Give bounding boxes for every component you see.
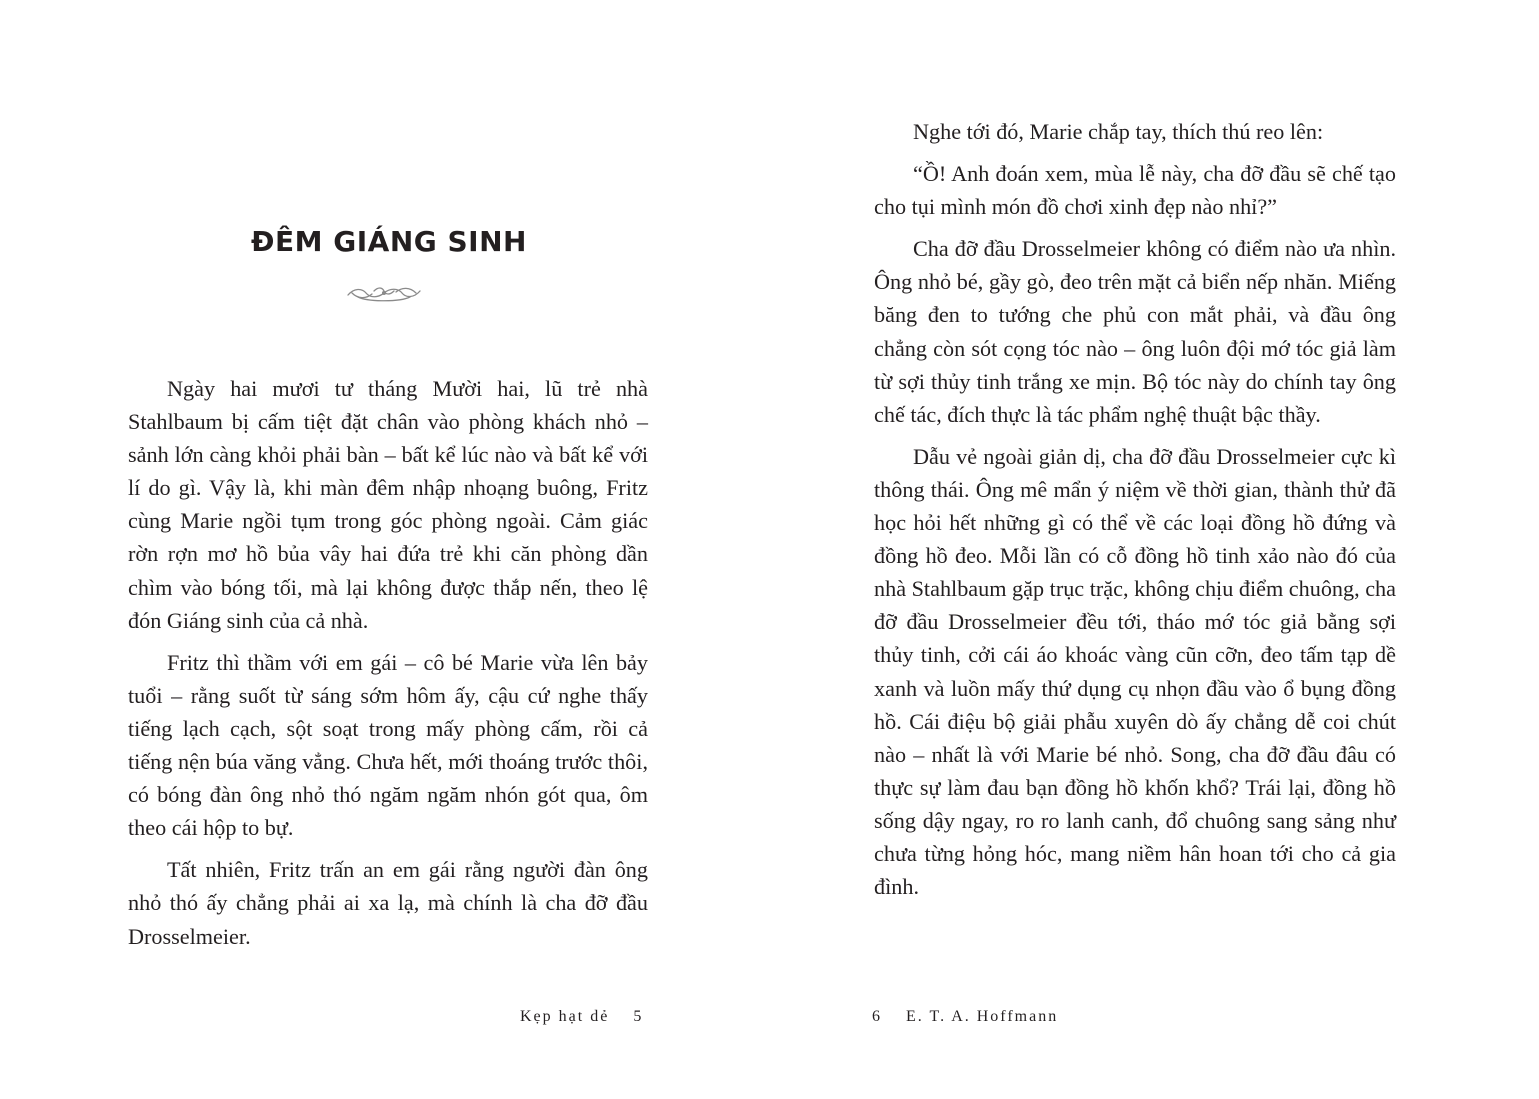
paragraph: Nghe tới đó, Marie chắp tay, thích thú reo lên:: [913, 119, 1324, 144]
page-number: 5: [633, 1008, 644, 1025]
page-number: 6: [872, 1008, 882, 1025]
left-folio: [520, 1008, 643, 1026]
running-author: E. T. A. Hoffmann: [906, 1008, 1059, 1025]
flourish-ornament-icon: [344, 282, 424, 304]
left-body-text: [128, 372, 648, 962]
right-folio: [872, 1008, 1058, 1026]
left-page: [0, 0, 769, 1099]
paragraph: Tất nhiên, Fritz trấn an em gái rằng người đàn ông nhỏ thó ấy chẳng phải ai xa lạ, mà chính là cha đỡ đầu Drosselmeier.: [128, 857, 648, 949]
chapter-title: ĐÊM GIÁNG SINH: [251, 225, 527, 258]
paragraph: Cha đỡ đầu Drosselmeier không có điểm nào ưa nhìn. Ông nhỏ bé, gầy gò, đeo trên mặt cả biển nếp nhăn. Miếng băng đen to tướng che phủ con mắt phải, và đầu ông chẳng còn sót cọng tóc nào – ông luôn đội mớ tóc giả làm từ sợi thủy tinh trắng xe mịn. Bộ tóc này do chính tay ông chế tác, đích thực là tác phẩm nghệ thuật bậc thầy.: [874, 236, 1396, 427]
paragraph: Fritz thì thầm với em gái – cô bé Marie vừa lên bảy tuổi – rằng suốt từ sáng sớm hôm ấy, cậu cứ nghe thấy tiếng lạch cạch, sột soạt trong mấy phòng cấm, rồi cả tiếng nện búa văng vẳng. Chưa hết, mới thoáng trước thôi, có bóng đàn ông nhỏ thó ngăm ngăm nhón gót qua, ôm theo cái hộp to bự.: [128, 649, 648, 841]
paragraph: “Ồ! Anh đoán xem, mùa lễ này, cha đỡ đầu sẽ chế tạo cho tụi mình món đồ chơi xinh đẹp nào nhỉ?”: [874, 161, 1396, 220]
paragraph: Dẫu vẻ ngoài giản dị, cha đỡ đầu Drosselmeier cực kì thông thái. Ông mê mẩn ý niệm về thời gian, thành thử đã học hỏi hết những gì có thể về các loại đồng hồ đứng và đồng hồ đeo. Mỗi lần có cỗ đồng hồ tinh xảo nào đó của nhà Stahlbaum gặp trục trặc, không chịu điểm chuông, cha đỡ đầu Drosselmeier đều tới, tháo mớ tóc giả bằng sợi thủy tinh, cởi cái áo khoác vàng cũn cỡn, đeo tấm tạp dề xanh và luồn mấy thứ dụng cụ nhọn đầu vào ổ bụng đồng hồ. Cái điệu bộ giải phẫu xuyên dò ấy chẳng dễ coi chút nào – nhất là với Marie bé nhỏ. Song, cha đỡ đầu đâu có thực sự làm đau bạn đồng hồ khốn khổ? Trái lại, đồng hồ sống dậy ngay, ro ro lanh canh, đổ chuông sang sảng như chưa từng hỏng hóc, mang niềm hân hoan tới cho cả gia đình.: [874, 443, 1396, 900]
running-title: Kẹp hạt dẻ: [520, 1008, 610, 1025]
right-body-text: [874, 115, 1396, 912]
paragraph: Ngày hai mươi tư tháng Mười hai, lũ trẻ nhà Stahlbaum bị cấm tiệt đặt chân vào phòng khách nhỏ – sảnh lớn càng khỏi phải bàn – bất kể lúc nào và bất kể với lí do gì. Vậy là, khi màn đêm nhập nhoạng buông, Fritz cùng Marie ngồi tụm trong góc phòng ngoài. Cảm giác rờn rợn mơ hồ bủa vây hai đứa trẻ khi căn phòng dần chìm vào bóng tối, mà lại không được thắp nến, theo lệ đón Giáng sinh của cả nhà.: [128, 376, 648, 633]
